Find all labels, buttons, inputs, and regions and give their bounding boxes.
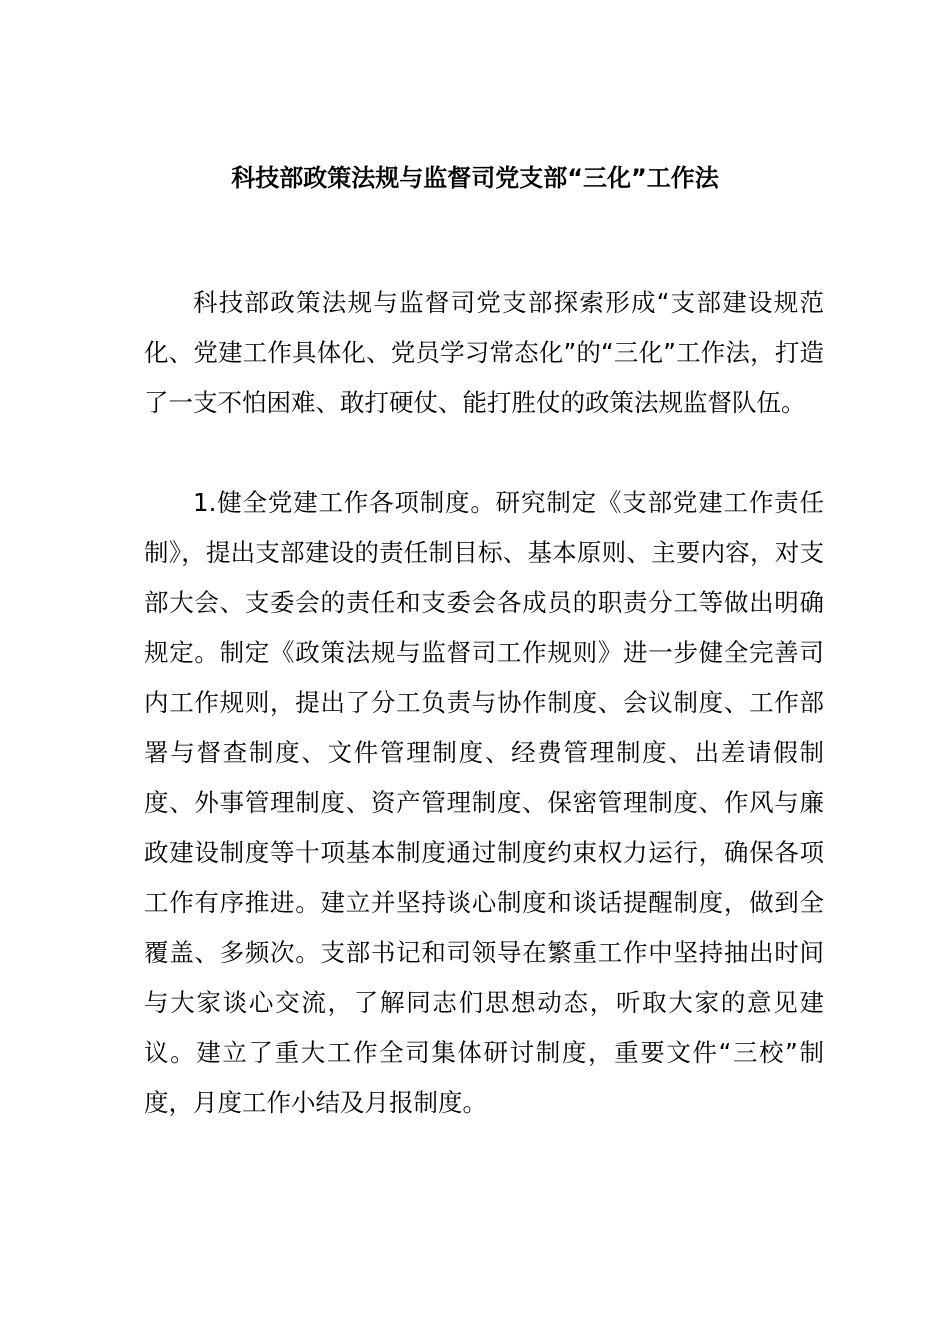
paragraph-intro-block xyxy=(144,278,824,428)
paragraph-section-1: 1.健全党建工作各项制度。研究制定《支部党建工作责任制》，提出支部建设的责任制目标、基本原则、主要内容，对支部大会、支委会的责任和支委会各成员的职责分工等做出明确规定。制定《政策法规与监督司工作规则》进一步健全完善司内工作规则，提出了分工负责与协作制度、会议制度、工作部署与督查制度、文件管理制度、经费管理制度、出差请假制度、外事管理制度、资产管理制度、保密管理制度、作风与廉政建设制度等十项基本制度通过制度约束权力运行，确保各项工作有序推进。建立并坚持谈心制度和谈话提醒制度，做到全覆盖、多频次。支部书记和司领导在繁重工作中坚持抽出时间与大家谈心交流，了解同志们思想动态，听取大家的意见建议。建立了重大工作全司集体研讨制度，重要文件“三校”制度，月度工作小结及月报制度。 xyxy=(144,488,824,1117)
paragraph-intro: 科技部政策法规与监督司党支部探索形成“支部建设规范化、党建工作具体化、党员学习常态化”的“三化”工作法，打造了一支不怕困难、敢打硬仗、能打胜仗的政策法规监督队伍。 xyxy=(144,288,824,417)
paragraph-section-1-block xyxy=(144,478,824,1128)
document-title: 科技部政策法规与监督司党支部“三化”工作法 xyxy=(231,164,719,192)
